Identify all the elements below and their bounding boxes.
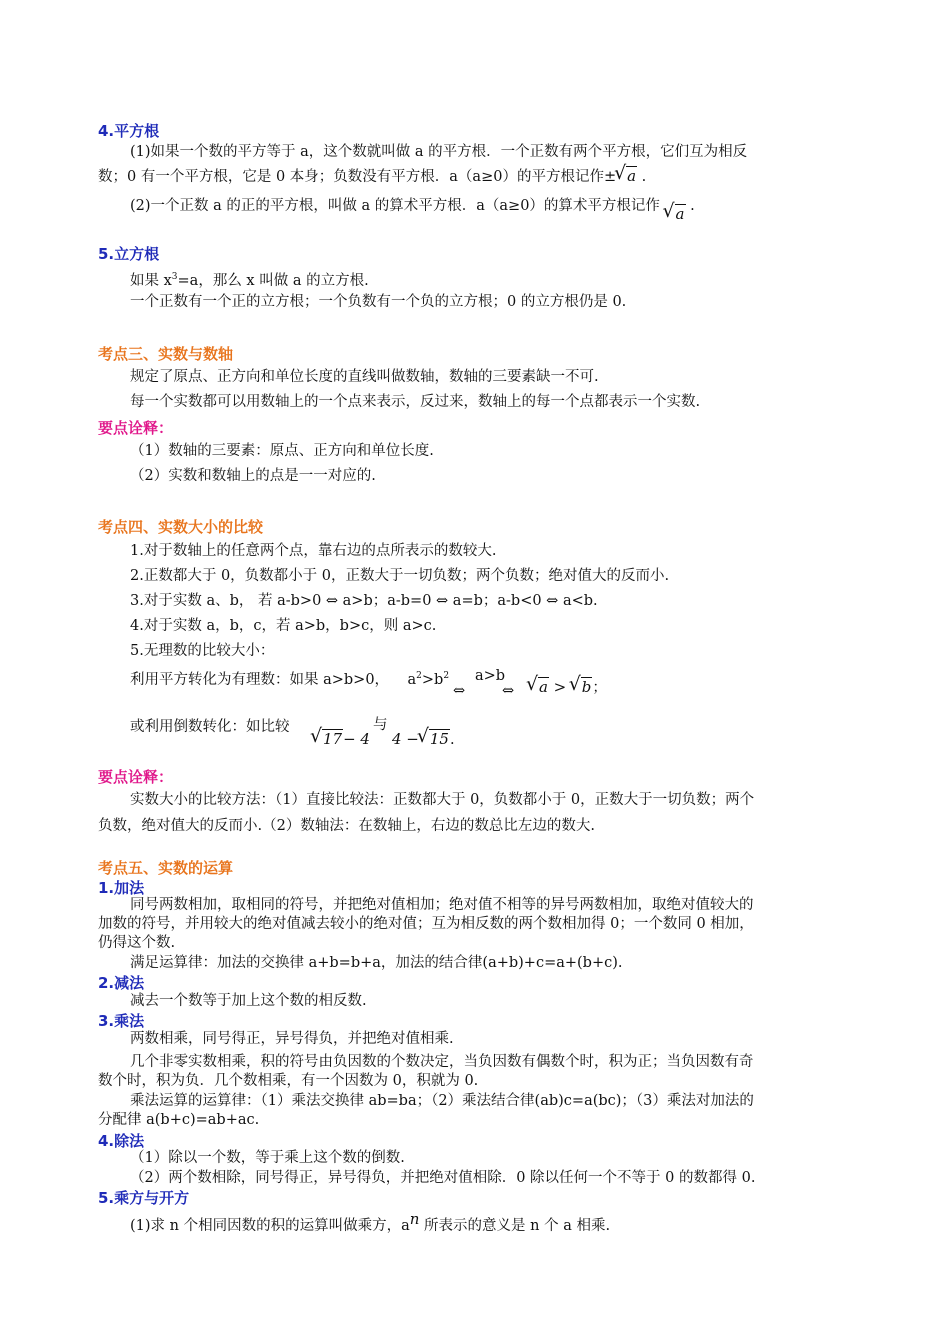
sqrt-a: √ a — [616, 167, 637, 185]
paragraph: 2.正数都大于 0，负数都小于 0，正数大于一切负数；两个负数；绝对值大的反而小. — [130, 568, 670, 584]
paragraph: 减去一个数等于加上这个数的相反数. — [130, 993, 367, 1009]
paragraph: (1)求 n 个相同因数的积的运算叫做乘方，$a^n$ 所表示的意义是 n 个 a 相乘. — [130, 1210, 611, 1234]
paragraph: 数；0 有一个平方根，它是 0 本身；负数没有平方根．a（a≥0）的平方根记作±√ a . — [98, 167, 646, 186]
section-heading-square-root: 4.平方根 — [98, 122, 160, 140]
paragraph: 两数相乘，同号得正，异号得负，并把绝对值相乘. — [130, 1031, 454, 1047]
paragraph: 3.对于实数 a、b， 若 a-b>0 ⇔ a>b；a-b=0 ⇔ a=b；a-b<0 ⇔ a<b. — [130, 593, 598, 609]
paragraph: 实数大小的比较方法：（1）直接比较法：正数都大于 0，负数都小于 0，正数大于一切负数；两个 — [130, 792, 755, 808]
sqrt-compare: √ a > √ b； — [528, 678, 607, 697]
paragraph: 规定了原点、正方向和单位长度的直线叫做数轴，数轴的三要素缺一不可. — [130, 369, 599, 385]
paragraph: 5.无理数的比较大小： — [130, 643, 275, 659]
paragraph: 每一个实数都可以用数轴上的一个点来表示，反过来，数轴上的每一个点都表示一个实数. — [130, 394, 701, 410]
paragraph: 分配律 a(b+c)=ab+ac. — [98, 1112, 260, 1128]
section-heading-cube-root: 5.立方根 — [98, 245, 160, 263]
subheading-multiplication: 3.乘法 — [98, 1012, 145, 1030]
paragraph: 仍得这个数. — [98, 935, 176, 951]
paragraph: 满足运算律：加法的交换律 a+b=b+a，加法的结合律(a+b)+c=a+(b+c). — [130, 955, 623, 971]
section-heading-k5: 考点五、实数的运算 — [98, 859, 234, 877]
paragraph: a>b — [475, 668, 506, 684]
paragraph: 1.对于数轴上的任意两个点，靠右边的点所表示的数较大. — [130, 543, 497, 559]
paragraph: 4.对于实数 a，b，c，若 a>b，b>c，则 a>c. — [130, 618, 437, 634]
paragraph: （1）数轴的三要素：原点、正方向和单位长度. — [130, 443, 434, 459]
subheading-power-root: 5.乘方与开方 — [98, 1189, 190, 1207]
note-heading: 要点诠释： — [98, 419, 174, 437]
subheading-subtraction: 2.减法 — [98, 974, 145, 992]
paragraph: (2)一个正数 a 的正的平方根，叫做 a 的算术平方根．a（a≥0）的算术平方根记作 √ a . — [130, 196, 695, 215]
paragraph: （2）实数和数轴上的点是一一对应的. — [130, 468, 376, 484]
paragraph: 利用平方转化为有理数：如果 a>b>0， $a^2>b^2$ — [130, 671, 450, 688]
paragraph: 加数的符号，并用较大的绝对值减去较小的绝对值；互为相反数的两个数相加得 0；一个数同 0 相加， — [98, 916, 754, 932]
text: 与 — [373, 717, 388, 733]
paragraph: 同号两数相加，取相同的符号，并把绝对值相加；绝对值不相等的异号两数相加，取绝对值较大的 — [130, 897, 754, 913]
subheading-addition: 1.加法 — [98, 879, 145, 897]
paragraph: （2）两个数相除，同号得正，异号得负，并把绝对值相除．0 除以任何一个不等于 0 的数都得 0. — [130, 1170, 756, 1186]
iff-symbol: ⇔ — [453, 683, 466, 699]
paragraph: 一个正数有一个正的立方根；一个负数有一个负的立方根；0 的立方根仍是 0. — [130, 294, 627, 310]
section-heading-k3: 考点三、实数与数轴 — [98, 345, 234, 363]
paragraph: 负数，绝对值大的反而小.（2）数轴法：在数轴上，右边的数总比左边的数大. — [98, 818, 595, 834]
paragraph: 几个非零实数相乘，积的符号由负因数的个数决定，当负因数有偶数个时，积为正；当负因数有奇 — [130, 1054, 754, 1070]
paragraph: 或利用倒数转化：如比较 — [130, 719, 290, 735]
section-heading-k4: 考点四、实数大小的比较 — [98, 518, 264, 536]
paragraph: 数个时，积为负．几个数相乘，有一个因数为 0，积就为 0. — [98, 1073, 479, 1089]
paragraph: 如果 $x^3=a$，那么 x 叫做 a 的立方根. — [130, 272, 369, 289]
sqrt-expression: √ 17− 4 — [312, 730, 370, 749]
sqrt-a: √ a — [665, 205, 686, 223]
note-heading: 要点诠释： — [98, 768, 174, 786]
paragraph: (1)如果一个数的平方等于 a，这个数就叫做 a 的平方根．一个正数有两个平方根，它们互为相反 — [130, 144, 748, 160]
paragraph: （1）除以一个数，等于乘上这个数的倒数. — [130, 1150, 405, 1166]
paragraph: 乘法运算的运算律：（1）乘法交换律 ab=ba；（2）乘法结合律(ab)c=a(bc)；（3）乘法对加法的 — [130, 1093, 754, 1109]
sqrt-expression: 4 −√ 15. — [392, 730, 455, 749]
iff-symbol: ⇔ — [502, 683, 515, 699]
subheading-division: 4.除法 — [98, 1132, 145, 1150]
